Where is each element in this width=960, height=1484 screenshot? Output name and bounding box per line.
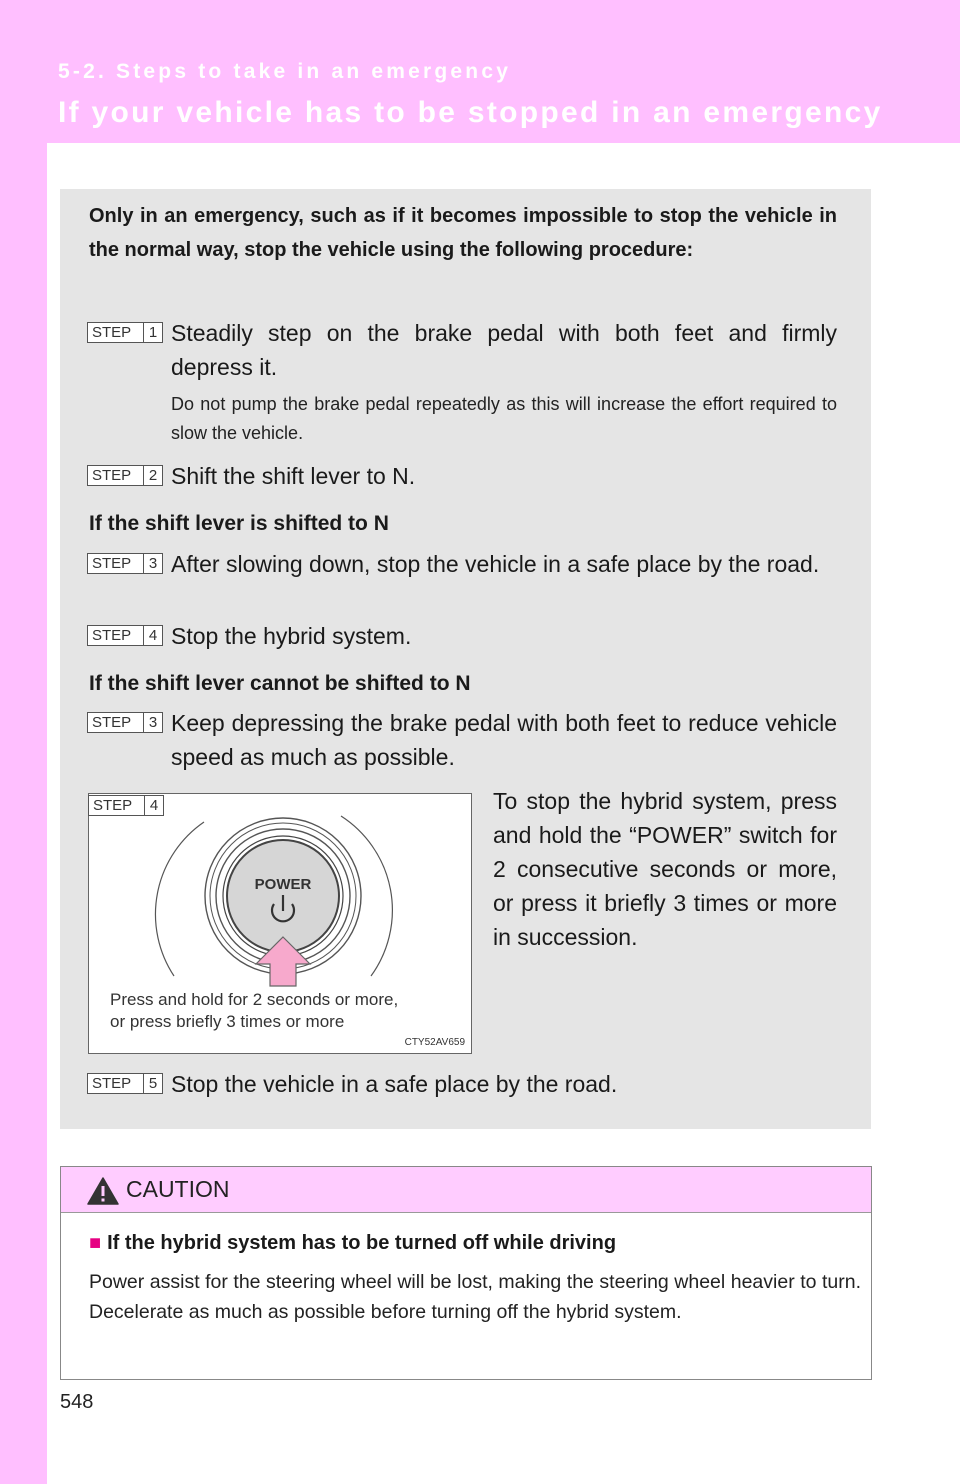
caution-subhead-text: If the hybrid system has to be turned off while driving [107,1232,617,1254]
step-badge-2 [87,465,163,486]
step-4b-text: To stop the hybrid system, press and hold the “POWER” switch for 2 consecutive seconds or more, or press it briefly 3 times or more in succession. [493,788,837,950]
illustration-code: CTY52AV659 [404,1037,465,1048]
step-badge-5 [87,1073,163,1094]
step-1-note: Do not pump the brake pedal repeatedly as this will increase the effort required to slow the vehicle. [171,394,837,443]
step-badge-number: 5 [143,1074,162,1093]
caution-body: Power assist for the steering wheel will be lost, making the steering wheel heavier to turn. Decelerate as much as possible before turning off the hybrid system. [89,1271,861,1323]
step-badge-number: 4 [143,626,162,645]
subhead-shifted: If the shift lever is shifted to N [89,512,389,535]
caption-line-2: or press briefly 3 times or more [110,1012,345,1031]
step-badge-word: STEP [92,555,132,572]
power-switch-illustration [88,793,472,1054]
step-badge-word: STEP [92,1075,132,1092]
step-3a-text: After slowing down, stop the vehicle in a safe place by the road. [171,551,820,577]
caution-header [61,1167,871,1213]
page-number: 548 [60,1391,94,1413]
caution-subhead [89,1232,616,1255]
caution-box [60,1166,872,1380]
step-3b-text: Keep depressing the brake pedal with both feet to reduce vehicle speed as much as possible. [171,710,837,770]
square-bullet-icon: ■ [89,1232,102,1254]
step-badge-word: STEP [92,714,132,731]
step-badge-4b [88,795,164,816]
caption-line-1: Press and hold for 2 seconds or more, [110,990,399,1009]
intro-text: Only in an emergency, such as if it becomes impossible to stop the vehicle in the normal way, stop the vehicle using the following procedure: [89,205,837,261]
power-button-label: POWER [254,876,312,893]
step-badge-number: 1 [143,323,162,342]
step-badge-word: STEP [92,467,132,484]
caution-title: CAUTION [126,1176,230,1202]
step-badge-number: 3 [143,713,162,732]
step-2-text: Shift the shift lever to N. [171,463,416,489]
section-label: 5-2. Steps to take in an emergency [58,60,512,83]
step-5-text: Stop the vehicle in a safe place by the road. [171,1071,618,1097]
step-badge-3a [87,553,163,574]
subhead-not-shifted: If the shift lever cannot be shifted to N [89,672,471,695]
step-badge-number: 3 [143,554,162,573]
step-4a-text: Stop the hybrid system. [171,623,412,649]
warning-icon [86,1176,120,1206]
left-margin-strip [0,0,47,1484]
page-header [0,0,960,143]
step-badge-number: 2 [143,466,162,485]
step-badge-3b [87,712,163,733]
step-badge-number: 4 [144,796,163,815]
step-1-text: Steadily step on the brake pedal with both feet and firmly depress it. [171,320,837,380]
step-badge-word: STEP [92,324,132,341]
step-badge-1 [87,322,163,343]
illustration-caption [110,989,398,1033]
step-badge-4a [87,625,163,646]
step-badge-word: STEP [93,797,133,814]
step-badge-word: STEP [92,627,132,644]
page-title: If your vehicle has to be stopped in an emergency [58,96,883,129]
